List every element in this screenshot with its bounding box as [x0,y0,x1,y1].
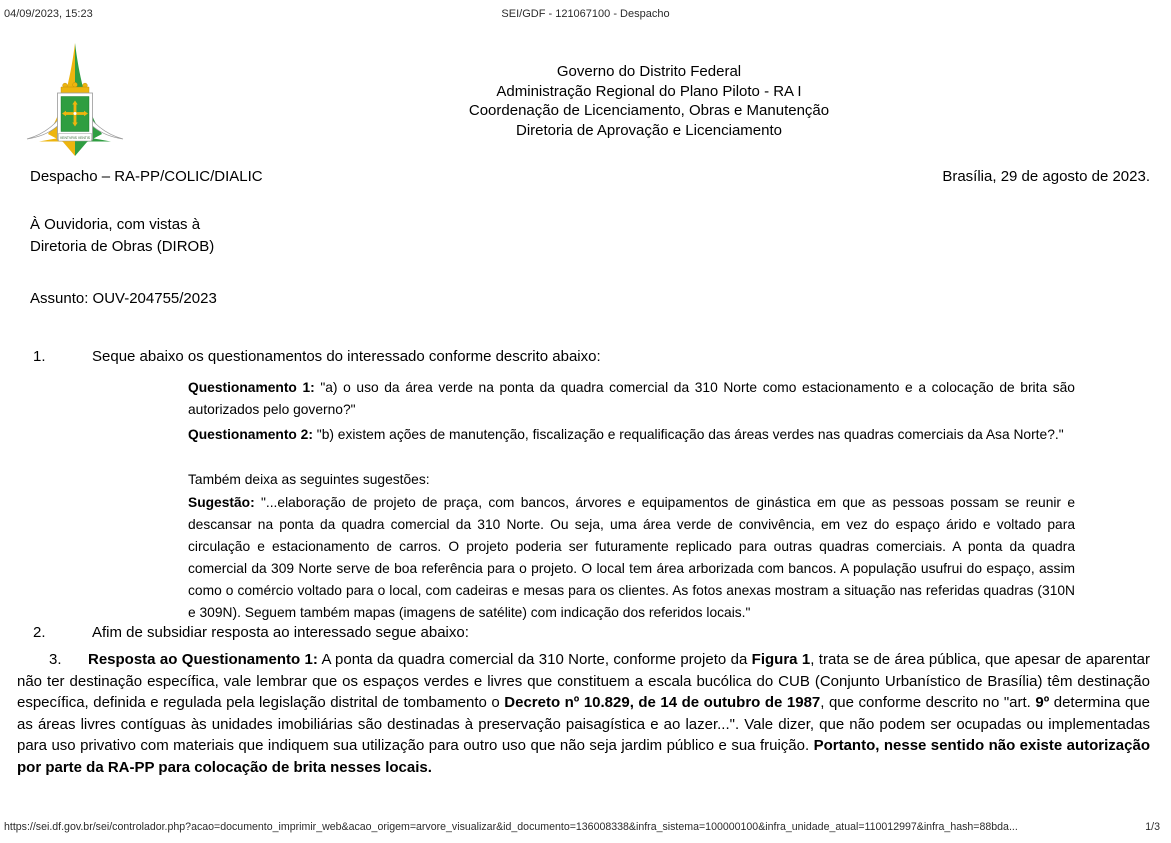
logo-motto: VENTVRIS VENTIS [59,135,91,140]
doc-header-row [30,168,1150,185]
doc-label: Despacho – RA-PP/COLIC/DIALIC [30,168,263,185]
paragraph-1 [33,346,1148,368]
paragraph-2-text: Afim de subsidiar resposta ao interessado segue abaixo: [92,624,469,641]
quote-sugestao: Sugestão: "...elaboração de projeto de praça, com bancos, árvores e equipamentos de ginástica em que as pessoas possam se reunir e descansar na ponta da quadra comercial da 310 Norte. Ou seja, uma área verde de convivência, em vez do espaço árido e voltado para circulação e estacionamento de carros. O projeto poderia ser futuramente replicado para outras quadras comerciais. A ponta da quadra comercial da 309 Norte serve de boa referência para o projeto. O local tem área arborizada com bancos. A população usufrui do espaço, assim como o comércio voltado para o local, com cadeiras e mesas para os clientes. As fotos anexas mostram a situação nas referidas quadras (310N e 309N). Seguem também mapas (imagens de satélite) com indicação dos referidos locais." [188,495,1075,620]
page-indicator: 1/3 [1145,821,1160,833]
paragraph-1-text: Seque abaixo os questionamentos do interessado conforme descrito abaixo: [92,348,601,365]
letterhead [150,62,1148,140]
footer-url: https://sei.df.gov.br/sei/controlador.php?acao=documento_imprimir_web&acao_origem=arvore_visualizar&id_documento=136008338&infra_sistema=100000100&infra_unidade_atual=110012997&infra_hash=88bda... [4,821,1018,833]
paragraph-3 [17,649,1150,778]
paragraph-2-number: 2. [33,624,46,641]
paragraph-2 [33,622,1148,644]
addressee-line-2: Diretoria de Obras (DIROB) [30,238,215,255]
print-datetime: 04/09/2023, 15:23 [4,8,93,20]
paragraph-3-number: 3. [49,651,62,668]
quote-questionamento-1: Questionamento 1: "a) o uso da área verde na ponta da quadra comercial da 310 Norte como estacionamento e a colocação de brita são autorizados pelo governo?" [188,380,1075,417]
letterhead-line-government: Governo do Distrito Federal [556,63,742,80]
paragraph-3-text: Resposta ao Questionamento 1: A ponta da quadra comercial da 310 Norte, conforme projeto da Figura 1, trata se de área pública, que apesar de aparentar não ter destinação específica, vale lembrar que os espaços verdes e livres que constituem a escala bucólica do CUB (Conjunto Urbanístico de Brasília) têm destinação específica, definida e regulada pela legislação distrital de tombamento o Decreto nº 10.829, de 14 de outubro de 1987, que conforme descrito no "art. 9º determina que as áreas livres contíguas às unidades imobiliárias são destinadas à preservação paisagística e ao lazer...". Vale dizer, que não podem ser ocupadas ou implementadas para uso privativo com materiais que indiquem sua utilização para outro uso que não seja jardim público e sua fruição. Portanto, nesse sentido não existe autorização por parte da RA-PP para colocação de brita nesses locais. [17,651,1150,776]
subject-line: Assunto: OUV-204755/2023 [30,290,217,307]
place-date: Brasília, 29 de agosto de 2023. [942,168,1150,185]
letterhead-line-coordination: Coordenação de Licenciamento, Obras e Manutenção [468,102,830,119]
print-footer [4,821,1160,833]
brasilia-coat-of-arms-icon [25,42,125,157]
letterhead-line-directorate: Diretoria de Aprovação e Licenciamento [516,121,782,139]
addressee-block [30,214,214,258]
quote-questionamento-2: Questionamento 2: "b) existem ações de manutenção, fiscalização e requalificação das áreas verdes nas quadras comerciais da Asa Norte?." [188,427,1064,442]
addressee-line-1: À Ouvidoria, com vistas à [30,216,201,233]
quote-sugestoes-intro: Também deixa as seguintes sugestões: [188,472,430,487]
print-doc-ref: SEI/GDF - 121067100 - Despacho [501,8,670,20]
letterhead-line-administration: Administração Regional do Plano Piloto - RA I [496,82,802,100]
paragraph-1-number: 1. [33,348,46,365]
